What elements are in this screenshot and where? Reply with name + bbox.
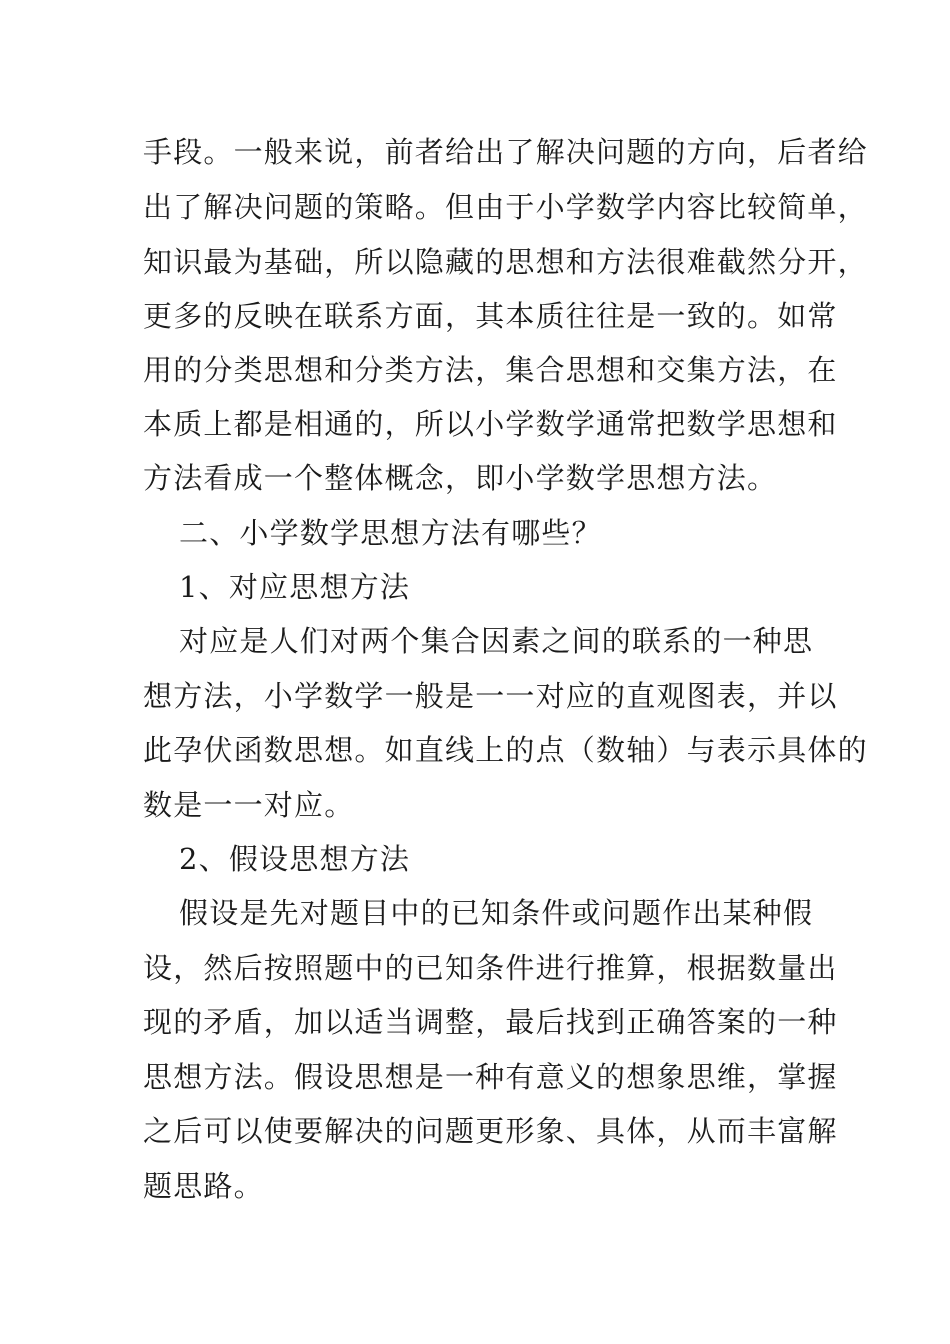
paragraph-line: 此孕伏函数思想。如直线上的点（数轴）与表示具体的 [143, 733, 868, 767]
paragraph-line: 手段。一般来说，前者给出了解决问题的方向，后者给 [143, 135, 868, 169]
paragraph-line: 假设是先对题目中的已知条件或问题作出某种假 [179, 896, 814, 930]
paragraph-line: 更多的反映在联系方面，其本质往往是一致的。如常 [143, 299, 838, 333]
paragraph-line: 之后可以使要解决的问题更形象、具体，从而丰富解 [143, 1114, 838, 1148]
paragraph-line: 对应是人们对两个集合因素之间的联系的一种思 [179, 624, 814, 658]
paragraph-line: 设，然后按照题中的已知条件进行推算，根据数量出 [143, 951, 838, 985]
paragraph-line: 数是一一对应。 [143, 788, 355, 822]
paragraph-line: 方法看成一个整体概念，即小学数学思想方法。 [143, 461, 778, 495]
paragraph-line: 现的矛盾，加以适当调整，最后找到正确答案的一种 [143, 1005, 838, 1039]
paragraph-line: 知识最为基础，所以隐藏的思想和方法很难截然分开， [143, 245, 868, 279]
section-heading: 二、小学数学思想方法有哪些？ [179, 516, 602, 550]
paragraph-line: 出了解决问题的策略。但由于小学数学内容比较简单， [143, 190, 868, 224]
paragraph-line: 想方法，小学数学一般是一一对应的直观图表，并以 [143, 679, 838, 713]
paragraph-line: 本质上都是相通的，所以小学数学通常把数学思想和 [143, 407, 838, 441]
paragraph-line: 用的分类思想和分类方法，集合思想和交集方法，在 [143, 353, 838, 387]
subsection-heading: 1、对应思想方法 [179, 570, 411, 604]
subsection-heading: 2、假设思想方法 [179, 842, 411, 876]
paragraph-line: 题思路。 [143, 1169, 264, 1203]
paragraph-line: 思想方法。假设思想是一种有意义的想象思维，掌握 [143, 1060, 838, 1094]
